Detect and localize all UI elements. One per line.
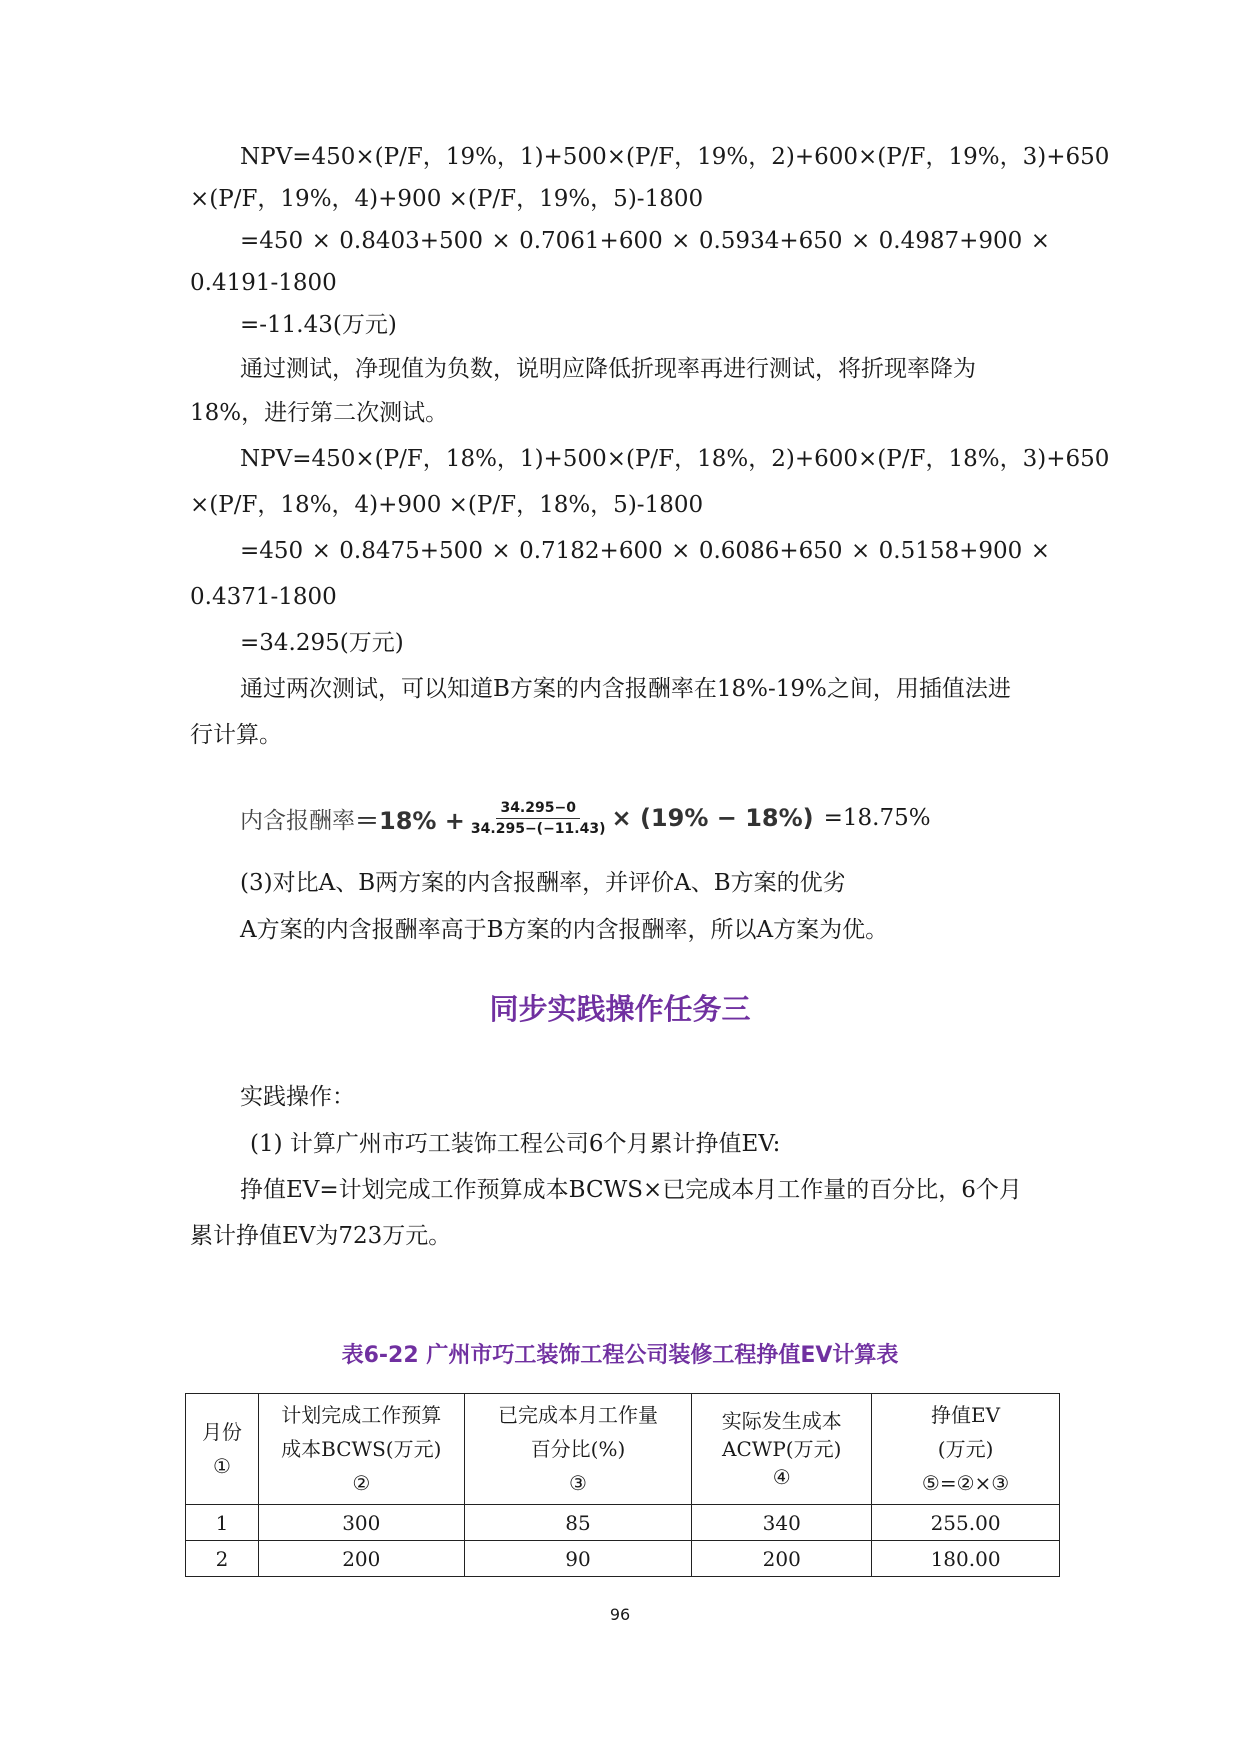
formula-result: =18.75%	[823, 805, 931, 831]
table-header-row	[186, 1394, 1060, 1505]
table-cell: 85	[464, 1505, 692, 1541]
token: 0.8403+500	[339, 228, 483, 254]
table-cell: 340	[692, 1505, 872, 1541]
header-text: ①	[212, 1454, 231, 1478]
token: 0.6086+650	[698, 538, 843, 564]
token: ×	[1030, 228, 1050, 254]
formula-rhs: × (19% − 18%)	[611, 804, 814, 832]
header-text: 实际发生成本	[721, 1409, 842, 1433]
paragraph: NPV=450×(P/F，18%，1)+500×(P/F，18%，2)+600×(P/F，18%，3)+650	[240, 446, 1110, 472]
header-acwp	[692, 1394, 872, 1505]
header-text: ④	[772, 1465, 791, 1489]
token: =450	[240, 228, 304, 254]
table-cell: 1	[186, 1505, 259, 1541]
token: 0.4987+900	[878, 228, 1023, 254]
paragraph: 通过两次测试，可以知道B方案的内含报酬率在18%-19%之间，用插值法进	[240, 676, 1011, 702]
token: 0.5158+900	[878, 538, 1023, 564]
header-text: ACWP(万元)	[722, 1437, 842, 1461]
table-cell: 90	[464, 1541, 692, 1577]
paragraph: =34.295(万元)	[240, 630, 404, 656]
token: ×	[850, 538, 871, 564]
token: 0.8475+500	[339, 538, 483, 564]
header-bcws	[258, 1394, 464, 1505]
token: ×	[311, 228, 331, 254]
section-heading: 同步实践操作任务三	[489, 992, 751, 1026]
paragraph: A方案的内含报酬率高于B方案的内含报酬率，所以A方案为优。	[240, 917, 889, 943]
paragraph: 实践操作：	[240, 1084, 355, 1110]
table-cell: 2	[186, 1541, 259, 1577]
token: ×	[491, 228, 511, 254]
formula-line	[240, 536, 1050, 566]
token: 0.7061+600	[519, 228, 663, 254]
table-cell: 255.00	[872, 1505, 1060, 1541]
token: ×	[1030, 538, 1050, 564]
header-month	[186, 1394, 259, 1505]
paragraph: 累计挣值EV为723万元。	[190, 1223, 452, 1249]
header-percent	[464, 1394, 692, 1505]
fraction-numerator: 34.295−0	[496, 800, 580, 819]
header-ev	[872, 1394, 1060, 1505]
token: ×	[671, 538, 691, 564]
irr-interpolation-formula	[240, 788, 931, 848]
paragraph: (3)对比A、B两方案的内含报酬率，并评价A、B方案的优劣	[240, 870, 846, 896]
table-cell: 300	[258, 1505, 464, 1541]
table-row	[186, 1541, 1060, 1577]
token: ×	[850, 228, 871, 254]
paragraph: ×(P/F，18%，4)+900 ×(P/F，18%，5)-1800	[190, 492, 704, 518]
header-text: ⑤=②×③	[921, 1471, 1010, 1495]
table-cell: 180.00	[872, 1541, 1060, 1577]
header-text: 成本BCWS(万元)	[281, 1437, 442, 1461]
token: 0.7182+600	[519, 538, 663, 564]
token: 0.5934+650	[698, 228, 843, 254]
header-text: 计划完成工作预算	[281, 1403, 442, 1427]
formula-lhs: ＝18% +	[355, 806, 465, 835]
formula-line	[240, 226, 1050, 256]
token: =450	[240, 538, 304, 564]
header-text: 月份	[201, 1420, 242, 1444]
paragraph: 0.4371-1800	[190, 584, 337, 610]
paragraph: (1) 计算广州市巧工装饰工程公司6个月累计挣值EV:	[250, 1131, 781, 1157]
token: ×	[491, 538, 511, 564]
fraction-denominator: 34.295−(−11.43)	[470, 820, 606, 837]
paragraph: 行计算。	[190, 722, 282, 748]
token: ×	[671, 228, 691, 254]
formula-label: 内含报酬率	[240, 807, 355, 834]
paragraph: =-11.43(万元)	[240, 312, 397, 338]
table-row	[186, 1505, 1060, 1541]
header-text: 已完成本月工作量	[497, 1403, 658, 1427]
table-caption: 表6-22 广州市巧工装饰工程公司装修工程挣值EV计算表	[341, 1343, 899, 1368]
table-cell: 200	[258, 1541, 464, 1577]
header-text: 挣值EV	[931, 1403, 1001, 1427]
header-text: ②	[352, 1471, 371, 1495]
paragraph: 0.4191-1800	[190, 270, 337, 296]
table-cell: 200	[692, 1541, 872, 1577]
earned-value-table	[185, 1393, 1060, 1577]
page-number: 96	[609, 1605, 631, 1624]
paragraph: 通过测试，净现值为负数，说明应降低折现率再进行测试，将折现率降为	[240, 356, 976, 382]
paragraph: 挣值EV=计划完成工作预算成本BCWS×已完成本月工作量的百分比，6个月	[240, 1177, 1022, 1203]
paragraph: ×(P/F，19%，4)+900 ×(P/F，19%，5)-1800	[190, 186, 704, 212]
header-text: 百分比(%)	[530, 1437, 626, 1461]
token: ×	[311, 538, 331, 564]
formula-fraction	[471, 800, 606, 837]
header-text: (万元)	[937, 1437, 994, 1461]
paragraph: NPV=450×(P/F，19%，1)+500×(P/F，19%，2)+600×(P/F，19%，3)+650	[240, 144, 1110, 170]
header-text: ③	[569, 1471, 587, 1495]
paragraph: 18%，进行第二次测试。	[190, 400, 449, 426]
